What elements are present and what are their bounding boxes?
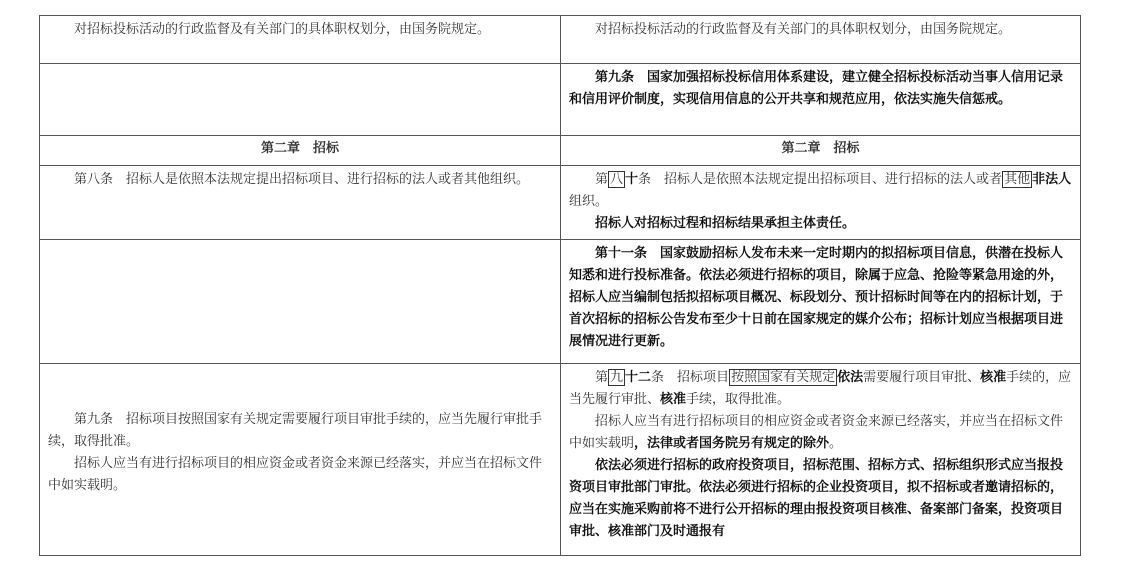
old-article-9-p1: 第九条 招标项目按照国家有关规定需要履行项目审批手续的，应当先履行审批手续，取得批准。 <box>48 412 543 449</box>
table-row <box>40 64 1081 136</box>
text-span: 。 <box>829 436 843 451</box>
text-span: 条 招标人是依照本法规定提出招标项目、进行招标的法人或者 <box>638 172 1003 187</box>
old-article-9-p2: 招标人应当有进行招标项目的相应资金或者资金来源已经落实，并应当在招标文件中如实载明。 <box>48 456 543 493</box>
old-chapter-heading: 第二章 招标 <box>40 136 561 166</box>
new-text-cell <box>561 64 1081 136</box>
text-span: 第 <box>595 370 609 385</box>
deleted-text-box: 其他 <box>1004 172 1031 187</box>
new-article-10-added-paragraph: 招标人对招标过程和招标结果承担主体责任。 <box>595 216 856 231</box>
added-text: 非法人 <box>1032 172 1072 187</box>
new-article-9: 第九条 国家加强招标投标信用体系建设，建立健全招标投标活动当事人信用记录和信用评价制度，实现信用信息的公开共享和规范应用，依法实施失信惩戒。 <box>569 70 1064 107</box>
new-article-12-p1 <box>569 367 1072 411</box>
table-row <box>40 136 1081 166</box>
spacer <box>48 367 552 409</box>
new-text-cell <box>561 240 1081 364</box>
old-paragraph: 对招标投标活动的行政监督及有关部门的具体职权划分，由国务院规定。 <box>74 22 491 37</box>
new-article-12-p2 <box>569 411 1072 455</box>
table-row <box>40 240 1081 364</box>
text-span: 条 招标项目 <box>651 370 730 385</box>
added-text: ，法律或者国务院另有规定的除外 <box>634 436 830 451</box>
table-row <box>40 364 1081 556</box>
added-text: 十 <box>625 172 639 187</box>
text-span: 招标人应当有进行招标项目的相应资金或者资金来源已经落实，并应当在招标文件中如实载明 <box>569 414 1064 451</box>
text-span: 第 <box>595 172 609 187</box>
table-row <box>40 16 1081 64</box>
old-article-8: 第八条 招标人是依照本法规定提出招标项目、进行招标的法人或者其他组织。 <box>74 172 530 187</box>
comparison-table <box>39 15 1081 556</box>
new-chapter-heading: 第二章 招标 <box>561 136 1081 166</box>
old-text-cell-empty <box>40 240 561 364</box>
old-text-cell <box>40 166 561 240</box>
text-span: 需要履行项目审批、 <box>863 370 981 385</box>
added-text: 核准 <box>660 392 687 407</box>
old-text-cell <box>40 16 561 64</box>
added-text: 依法 <box>837 370 864 385</box>
new-text-cell <box>561 166 1081 240</box>
new-text-cell <box>561 364 1081 556</box>
old-text-cell <box>40 364 561 556</box>
new-article-12-p3: 依法必须进行招标的政府投资项目，招标范围、招标方式、招标组织形式应当报投资项目审批部门审批。依法必须进行招标的企业投资项目，拟不招标或者邀请招标的，应当在实施采购前将不进行公开招标的理由报投资项目核准、备案部门备案，投资项目审批、核准部门及时通报有 <box>569 458 1064 539</box>
deleted-text-box: 八 <box>610 172 624 187</box>
text-span: 组织。 <box>569 194 609 209</box>
table-row <box>40 166 1081 240</box>
new-text-cell <box>561 16 1081 64</box>
deleted-text-box: 九 <box>610 370 624 385</box>
added-text: 十二 <box>625 370 652 385</box>
old-text-cell-empty <box>40 64 561 136</box>
deleted-text-box: 按照国家有关规定 <box>731 370 836 385</box>
new-article-10 <box>569 169 1072 213</box>
new-paragraph: 对招标投标活动的行政监督及有关部门的具体职权划分，由国务院规定。 <box>595 22 1012 37</box>
added-text: 核准 <box>980 370 1007 385</box>
text-span: 手续的，应当先履行审批、 <box>569 370 1072 407</box>
text-span: 手续，取得批准。 <box>686 392 791 407</box>
new-article-11: 第十一条 国家鼓励招标人发布未来一定时期内的拟招标项目信息，供潜在投标人知悉和进行投标准备。依法必须进行招标的项目，除属于应急、抢险等紧急用途的外，招标人应当编制包括拟招标项目概况、标段划分、预计招标时间等在内的招标计划，于首次招标的招标公告发布至少十日前在国家规定的媒介公布；招标计划应当根据项目进展情况进行更新。 <box>569 246 1064 349</box>
